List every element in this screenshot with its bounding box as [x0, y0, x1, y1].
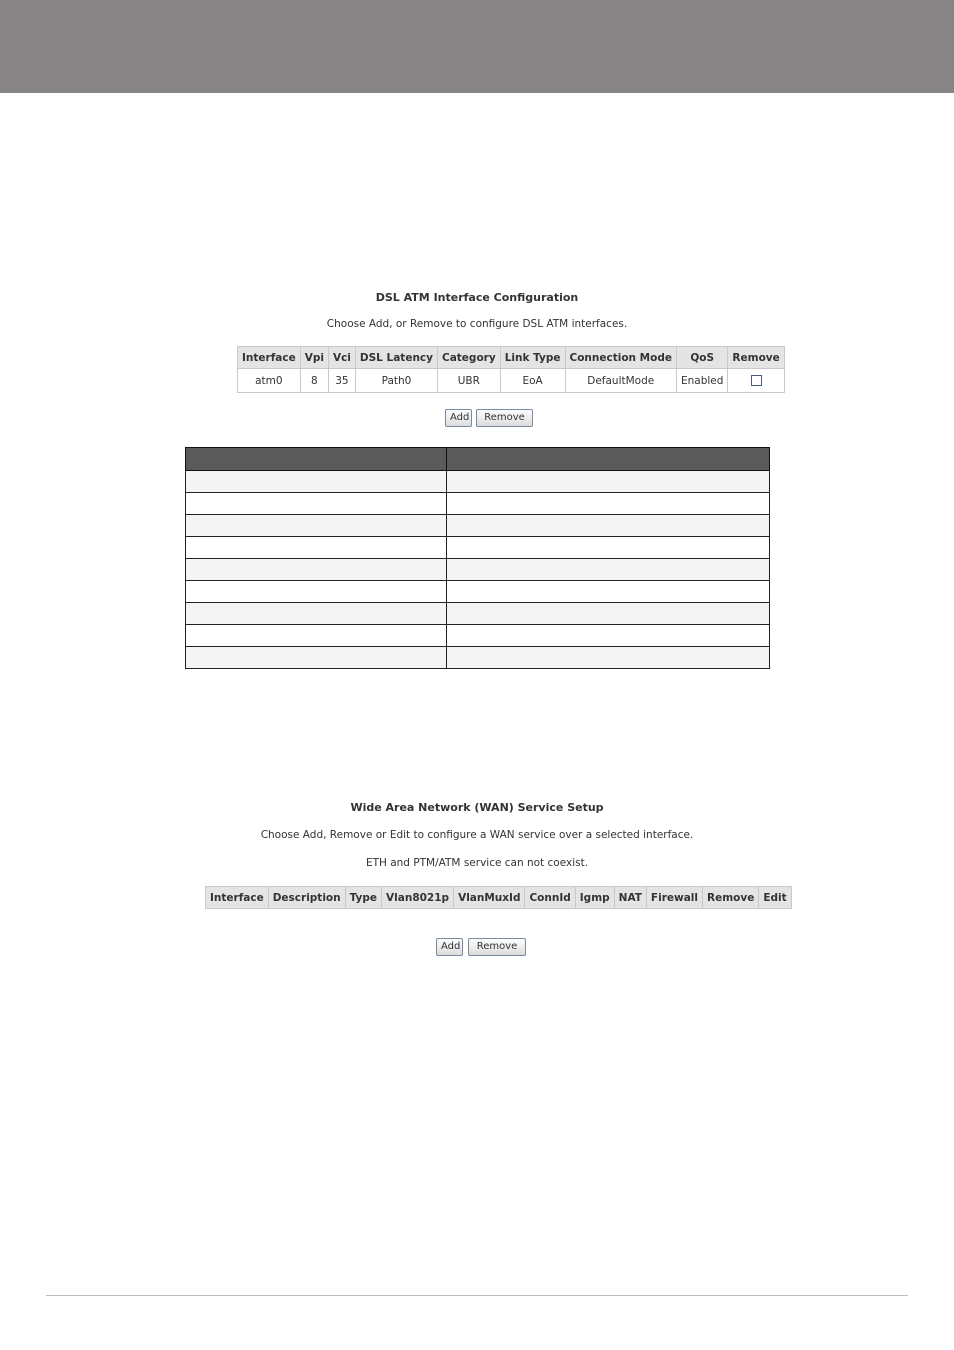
wan-col-interface: Interface	[206, 887, 269, 909]
grid-cell	[186, 625, 447, 647]
wan-col-vlanmuxid: VlanMuxId	[454, 887, 525, 909]
grid-cell	[447, 603, 770, 625]
wan-col-nat: NAT	[614, 887, 646, 909]
wan-col-description: Description	[268, 887, 345, 909]
wan-col-vlan8021p: Vlan8021p	[382, 887, 454, 909]
grid-row	[186, 515, 770, 537]
atm-cell-vpi: 8	[300, 369, 328, 393]
grid-cell	[447, 515, 770, 537]
grid-row	[186, 537, 770, 559]
wan-col-igmp: Igmp	[575, 887, 614, 909]
atm-cell-category: UBR	[438, 369, 501, 393]
empty-parameter-table	[185, 447, 770, 669]
atm-col-vci: Vci	[328, 347, 355, 369]
atm-add-button[interactable]: Add	[445, 409, 472, 427]
wan-col-remove: Remove	[702, 887, 758, 909]
header-band	[0, 0, 954, 93]
grid-row	[186, 559, 770, 581]
atm-cell-interface: atm0	[238, 369, 301, 393]
grid-cell	[186, 647, 447, 669]
grid-cell	[186, 559, 447, 581]
wan-service-table	[205, 886, 792, 909]
grid-header-cell	[447, 448, 770, 471]
atm-cell-latency: Path0	[355, 369, 437, 393]
grid-row	[186, 581, 770, 603]
atm-cell-connection-mode: DefaultMode	[565, 369, 676, 393]
footer-divider	[46, 1295, 908, 1296]
atm-cell-remove	[728, 369, 784, 393]
atm-table-header-row	[238, 347, 785, 369]
grid-row	[186, 625, 770, 647]
atm-cell-vci: 35	[328, 369, 355, 393]
wan-col-edit: Edit	[759, 887, 791, 909]
grid-cell	[447, 625, 770, 647]
wan-col-firewall: Firewall	[646, 887, 702, 909]
grid-cell	[186, 537, 447, 559]
atm-col-remove: Remove	[728, 347, 784, 369]
atm-col-vpi: Vpi	[300, 347, 328, 369]
wan-col-type: Type	[345, 887, 381, 909]
grid-cell	[186, 471, 447, 493]
grid-cell	[447, 537, 770, 559]
grid-cell	[447, 493, 770, 515]
wan-instructions: Choose Add, Remove or Edit to configure a WAN service over a selected interface.	[260, 829, 694, 841]
atm-interface-table	[237, 346, 785, 393]
wan-table-header-row	[206, 887, 792, 909]
grid-row	[186, 471, 770, 493]
atm-cell-link-type: EoA	[500, 369, 565, 393]
atm-instructions: Choose Add, or Remove to configure DSL ATM interfaces.	[326, 318, 628, 330]
grid-header-cell	[186, 448, 447, 471]
grid-cell	[447, 471, 770, 493]
grid-cell	[447, 581, 770, 603]
atm-col-interface: Interface	[238, 347, 301, 369]
atm-col-dsl-latency: DSL Latency	[355, 347, 437, 369]
grid-cell	[186, 493, 447, 515]
grid-row	[186, 647, 770, 669]
atm-col-link-type: Link Type	[500, 347, 565, 369]
grid-cell	[186, 603, 447, 625]
atm-col-qos: QoS	[676, 347, 727, 369]
grid-row	[186, 603, 770, 625]
atm-col-category: Category	[438, 347, 501, 369]
grid-cell	[186, 581, 447, 603]
grid-cell	[186, 515, 447, 537]
wan-add-button[interactable]: Add	[436, 938, 463, 956]
grid-header-row	[186, 448, 770, 471]
atm-remove-button[interactable]: Remove	[476, 409, 533, 427]
wan-section-title: Wide Area Network (WAN) Service Setup	[350, 801, 604, 814]
grid-cell	[447, 559, 770, 581]
atm-section-title: DSL ATM Interface Configuration	[375, 291, 579, 304]
atm-col-connection-mode: Connection Mode	[565, 347, 676, 369]
grid-row	[186, 493, 770, 515]
grid-cell	[447, 647, 770, 669]
remove-checkbox[interactable]	[751, 375, 762, 386]
wan-remove-button[interactable]: Remove	[468, 938, 526, 956]
atm-cell-qos: Enabled	[676, 369, 727, 393]
table-row	[238, 369, 785, 393]
wan-col-connid: ConnId	[525, 887, 575, 909]
wan-note: ETH and PTM/ATM service can not coexist.	[365, 857, 589, 869]
